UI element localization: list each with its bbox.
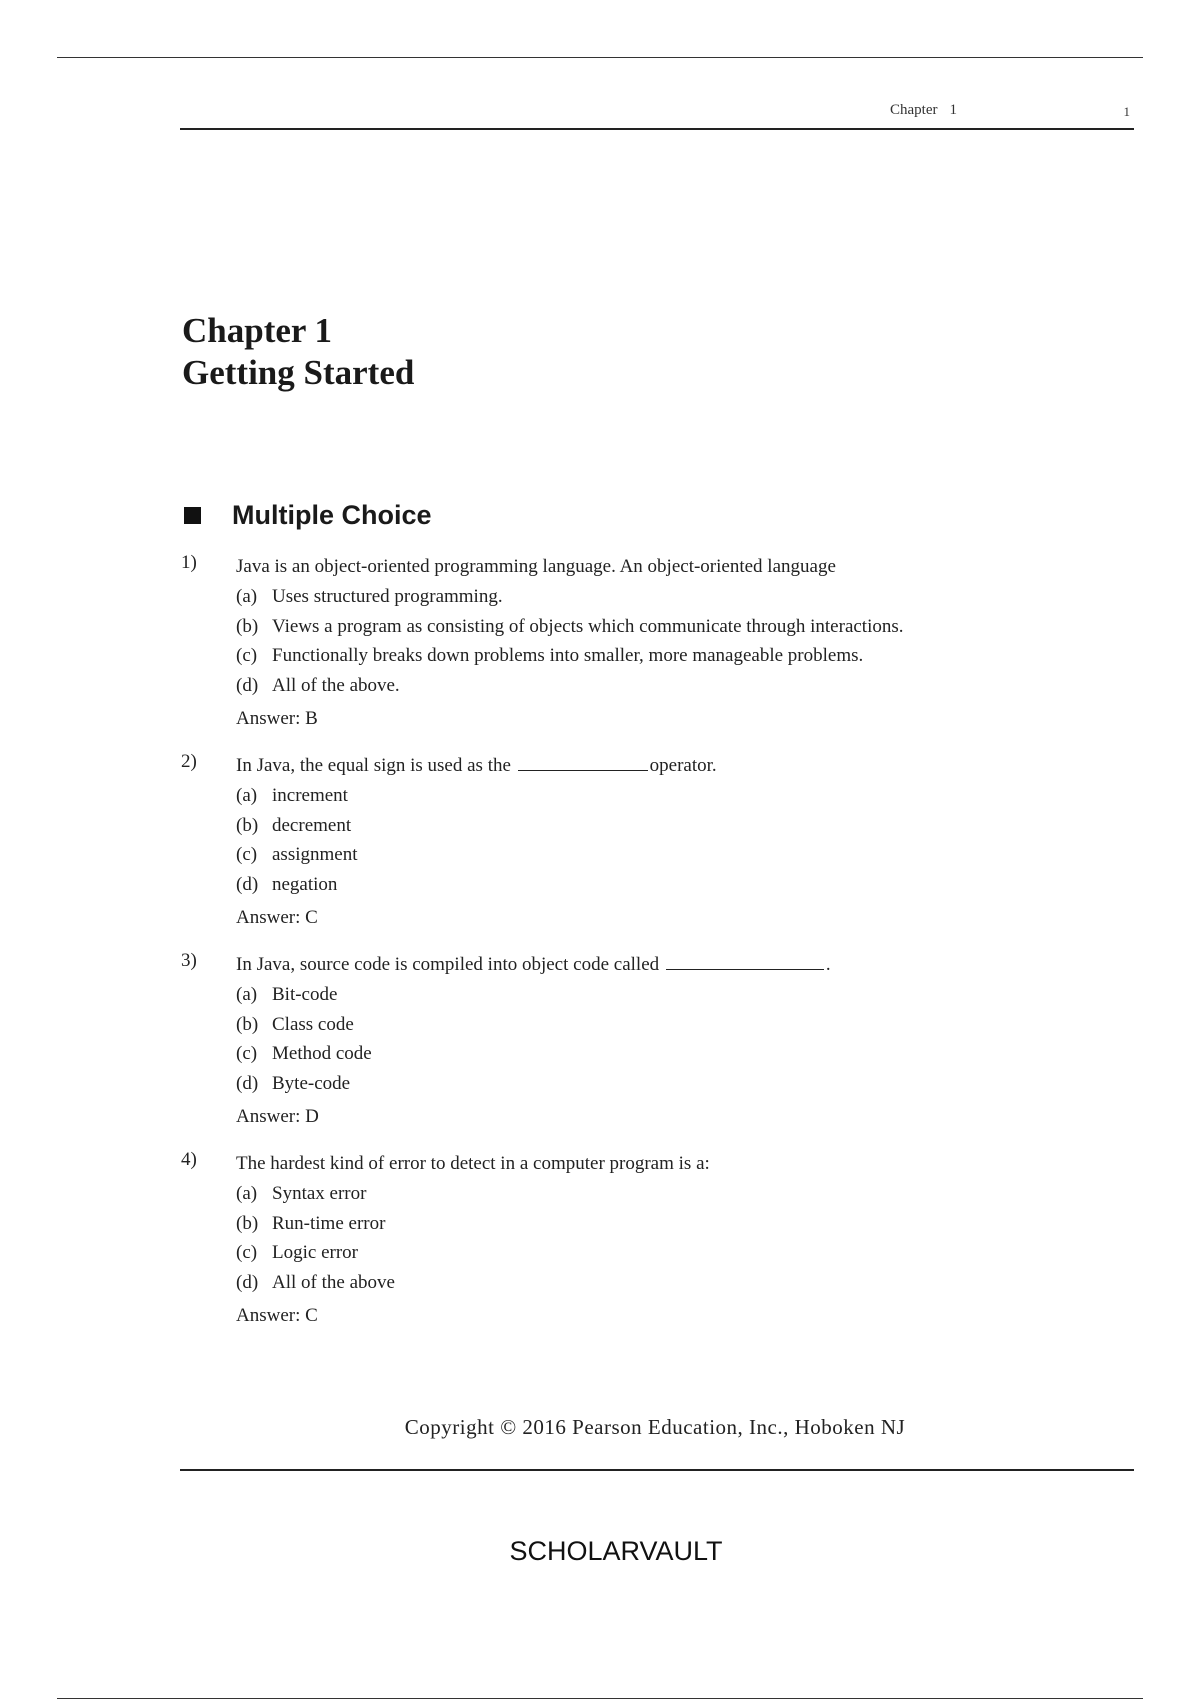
question-text (236, 751, 1140, 781)
question-text-after: . (825, 954, 831, 975)
option-text: Views a program as consisting of objects which communicate through interactions. (272, 615, 904, 637)
question-3 (180, 950, 1140, 1132)
option-d (236, 671, 1140, 701)
option-letter: (c) (236, 844, 258, 865)
option-text: Uses structured programming. (272, 586, 503, 607)
option-a (236, 582, 1140, 612)
question-text: Java is an object-oriented programming language. An object-oriented language (236, 556, 836, 577)
option-d (236, 1069, 1140, 1099)
header-chapter-number: 1 (949, 102, 957, 118)
footer-rule (180, 1469, 1134, 1471)
question-4 (180, 1149, 1140, 1331)
watermark-text: SCHOLARVAULT (509, 1536, 723, 1566)
question-text-before: In Java, the equal sign is used as the (236, 755, 511, 776)
question-text (236, 950, 1140, 980)
question-number: 3) (181, 950, 197, 971)
question-text-after: operator. (649, 755, 717, 776)
option-text: All of the above (272, 1271, 395, 1293)
running-header (180, 98, 1134, 130)
answer-line: Answer: C (236, 907, 318, 928)
option-letter: (b) (236, 615, 259, 637)
option-text: decrement (272, 814, 352, 836)
option-letter: (b) (236, 1013, 259, 1035)
option-letter: (a) (236, 1183, 258, 1204)
copyright-notice: Copyright © 2016 Pearson Education, Inc., Hoboken NJ (404, 1415, 906, 1439)
question-list (180, 552, 1140, 1348)
option-text: Run-time error (272, 1212, 386, 1234)
option-text: Method code (272, 1043, 372, 1064)
option-a (236, 1179, 1140, 1209)
fill-in-blank (518, 752, 648, 771)
option-letter: (b) (236, 1212, 259, 1234)
option-c (236, 1238, 1140, 1268)
chapter-number-heading: Chapter 1 (182, 311, 333, 350)
page-top-rule (57, 57, 1143, 58)
option-text: Functionally breaks down problems into smaller, more manageable problems. (272, 645, 864, 666)
option-a (236, 980, 1140, 1010)
option-letter: (c) (236, 1242, 258, 1263)
option-text: assignment (272, 844, 358, 865)
option-letter: (c) (236, 645, 258, 666)
option-letter: (a) (236, 785, 258, 806)
option-c (236, 840, 1140, 870)
question-text: The hardest kind of error to detect in a computer program is a: (236, 1153, 710, 1174)
option-b (236, 1209, 1140, 1239)
option-d (236, 870, 1140, 900)
option-text: increment (272, 785, 348, 806)
option-text: negation (272, 873, 338, 895)
option-letter: (c) (236, 1043, 258, 1064)
question-number: 1) (181, 552, 197, 573)
question-number: 4) (181, 1149, 197, 1170)
chapter-name-heading: Getting Started (182, 353, 415, 392)
option-letter: (d) (236, 1271, 259, 1293)
question-text-before: In Java, source code is compiled into object code called (236, 954, 660, 975)
option-c (236, 641, 1140, 671)
question-1 (180, 552, 1140, 734)
option-letter: (d) (236, 674, 259, 696)
header-page-number: 1 (1123, 104, 1130, 119)
fill-in-blank (666, 951, 824, 970)
option-letter: (b) (236, 814, 259, 836)
question-2 (180, 751, 1140, 933)
option-letter: (d) (236, 1072, 259, 1094)
option-b (236, 811, 1140, 841)
answer-line: Answer: C (236, 1305, 318, 1326)
option-text: Syntax error (272, 1183, 367, 1204)
question-number: 2) (181, 751, 197, 772)
answer-line: Answer: D (236, 1106, 319, 1127)
header-chapter (890, 102, 957, 119)
option-a (236, 781, 1140, 811)
option-letter: (a) (236, 984, 258, 1005)
option-b (236, 1010, 1140, 1040)
option-d (236, 1268, 1140, 1298)
option-text: All of the above. (272, 674, 400, 696)
header-chapter-label: Chapter (890, 102, 938, 118)
option-text: Logic error (272, 1242, 358, 1263)
chapter-title (182, 310, 414, 394)
square-bullet-icon (184, 507, 201, 524)
section-heading (184, 500, 432, 531)
option-letter: (a) (236, 586, 258, 607)
option-c (236, 1039, 1140, 1069)
option-text: Byte-code (272, 1072, 351, 1094)
option-letter: (d) (236, 873, 259, 895)
page-bottom-rule (57, 1698, 1143, 1699)
option-text: Class code (272, 1013, 354, 1035)
option-text: Bit-code (272, 984, 338, 1005)
section-title: Multiple Choice (232, 500, 432, 530)
option-b (236, 612, 1140, 642)
answer-line: Answer: B (236, 708, 318, 729)
